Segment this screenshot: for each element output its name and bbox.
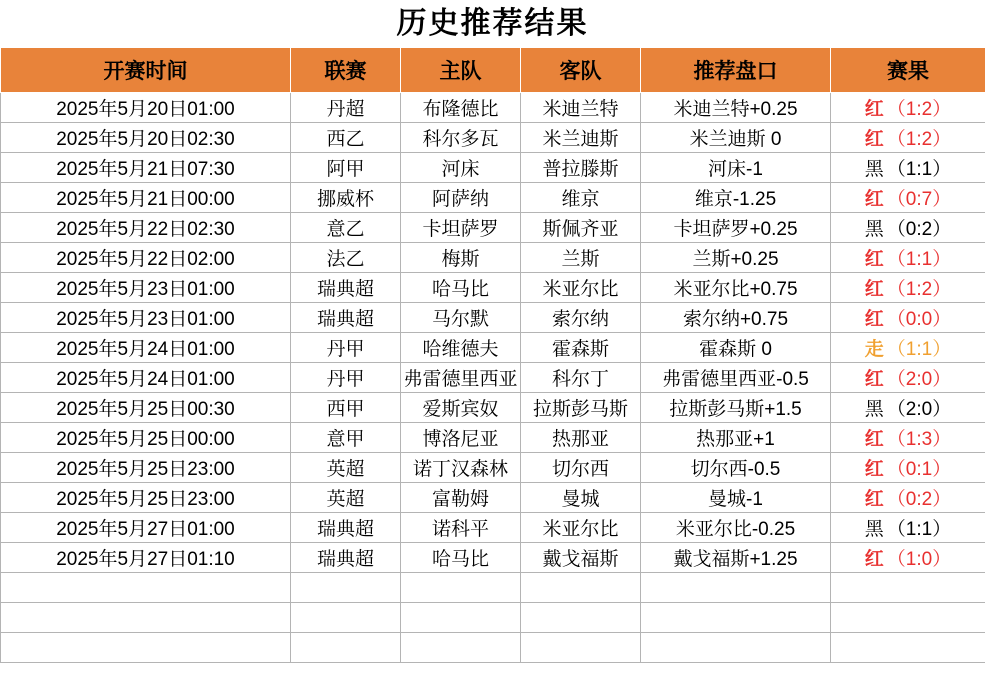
cell-time: 2025年5月25日23:00 [1, 453, 291, 483]
cell-time: 2025年5月23日01:00 [1, 303, 291, 333]
cell-away-team: 米兰迪斯 [521, 123, 641, 153]
header-row [1, 48, 985, 93]
column-header-time: 开赛时间 [1, 48, 291, 93]
cell-away-team: 米亚尔比 [521, 513, 641, 543]
cell-time: 2025年5月22日02:30 [1, 213, 291, 243]
empty-cell [291, 603, 401, 633]
table-row [1, 393, 985, 423]
empty-cell [831, 573, 985, 603]
cell-time: 2025年5月20日01:00 [1, 93, 291, 123]
result-status-badge: 红 [864, 489, 884, 510]
cell-result [831, 453, 985, 483]
result-score: （1:2） [886, 129, 952, 150]
cell-home-team: 阿萨纳 [401, 183, 521, 213]
result-status-badge: 走 [864, 339, 884, 360]
history-results-table [0, 47, 985, 663]
cell-result [831, 273, 985, 303]
cell-away-team: 曼城 [521, 483, 641, 513]
cell-time: 2025年5月25日00:00 [1, 423, 291, 453]
result-status-badge: 红 [864, 129, 884, 150]
cell-league: 意乙 [291, 213, 401, 243]
cell-home-team: 爱斯宾奴 [401, 393, 521, 423]
cell-league: 英超 [291, 483, 401, 513]
cell-recommendation: 卡坦萨罗+0.25 [641, 213, 831, 243]
cell-league: 瑞典超 [291, 303, 401, 333]
empty-row [1, 633, 985, 663]
cell-home-team: 哈维德夫 [401, 333, 521, 363]
result-score: （0:7） [886, 189, 952, 210]
cell-away-team: 戴戈福斯 [521, 543, 641, 573]
cell-recommendation: 曼城-1 [641, 483, 831, 513]
table-row [1, 333, 985, 363]
cell-recommendation: 河床-1 [641, 153, 831, 183]
cell-time: 2025年5月22日02:00 [1, 243, 291, 273]
cell-result [831, 183, 985, 213]
table-row [1, 453, 985, 483]
result-status-badge: 黑 [864, 159, 884, 180]
result-score: （0:2） [886, 219, 952, 240]
cell-result [831, 243, 985, 273]
empty-cell [831, 603, 985, 633]
cell-result [831, 303, 985, 333]
column-header-result: 赛果 [831, 48, 985, 93]
table-body [1, 93, 985, 663]
empty-cell [641, 603, 831, 633]
cell-home-team: 马尔默 [401, 303, 521, 333]
result-status-badge: 红 [864, 99, 884, 120]
cell-time: 2025年5月24日01:00 [1, 363, 291, 393]
cell-league: 意甲 [291, 423, 401, 453]
empty-cell [641, 633, 831, 663]
empty-cell [291, 573, 401, 603]
cell-league: 西乙 [291, 123, 401, 153]
cell-league: 瑞典超 [291, 513, 401, 543]
cell-away-team: 兰斯 [521, 243, 641, 273]
result-status-badge: 黑 [864, 519, 884, 540]
table-row [1, 123, 985, 153]
cell-home-team: 卡坦萨罗 [401, 213, 521, 243]
cell-home-team: 哈马比 [401, 543, 521, 573]
result-status-badge: 红 [864, 369, 884, 390]
cell-away-team: 米亚尔比 [521, 273, 641, 303]
result-score: （1:1） [886, 339, 952, 360]
cell-recommendation: 米亚尔比+0.75 [641, 273, 831, 303]
cell-away-team: 霍森斯 [521, 333, 641, 363]
cell-result [831, 93, 985, 123]
column-header-away: 客队 [521, 48, 641, 93]
table-row [1, 273, 985, 303]
cell-home-team: 梅斯 [401, 243, 521, 273]
column-header-league: 联赛 [291, 48, 401, 93]
cell-home-team: 布隆德比 [401, 93, 521, 123]
cell-away-team: 拉斯彭马斯 [521, 393, 641, 423]
result-score: （1:2） [886, 99, 952, 120]
result-status-badge: 黑 [864, 399, 884, 420]
cell-time: 2025年5月27日01:00 [1, 513, 291, 543]
cell-time: 2025年5月27日01:10 [1, 543, 291, 573]
table-row [1, 183, 985, 213]
result-status-badge: 红 [864, 249, 884, 270]
column-header-recommendation: 推荐盘口 [641, 48, 831, 93]
cell-recommendation: 维京-1.25 [641, 183, 831, 213]
cell-recommendation: 戴戈福斯+1.25 [641, 543, 831, 573]
result-score: （2:0） [886, 399, 952, 420]
cell-away-team: 米迪兰特 [521, 93, 641, 123]
result-status-badge: 红 [864, 459, 884, 480]
cell-recommendation: 索尔纳+0.75 [641, 303, 831, 333]
cell-result [831, 333, 985, 363]
cell-recommendation: 霍森斯 0 [641, 333, 831, 363]
empty-cell [521, 573, 641, 603]
result-score: （0:0） [886, 309, 952, 330]
result-status-badge: 红 [864, 279, 884, 300]
empty-row [1, 603, 985, 633]
cell-league: 英超 [291, 453, 401, 483]
cell-league: 瑞典超 [291, 543, 401, 573]
cell-time: 2025年5月23日01:00 [1, 273, 291, 303]
cell-recommendation: 米亚尔比-0.25 [641, 513, 831, 543]
empty-cell [1, 633, 291, 663]
table-row [1, 93, 985, 123]
empty-cell [1, 603, 291, 633]
cell-away-team: 普拉滕斯 [521, 153, 641, 183]
empty-cell [401, 573, 521, 603]
cell-result [831, 123, 985, 153]
cell-away-team: 科尔丁 [521, 363, 641, 393]
column-header-home: 主队 [401, 48, 521, 93]
result-score: （1:2） [886, 279, 952, 300]
cell-time: 2025年5月20日02:30 [1, 123, 291, 153]
cell-recommendation: 拉斯彭马斯+1.5 [641, 393, 831, 423]
table-row [1, 243, 985, 273]
cell-league: 瑞典超 [291, 273, 401, 303]
cell-away-team: 切尔西 [521, 453, 641, 483]
cell-time: 2025年5月21日07:30 [1, 153, 291, 183]
result-score: （0:1） [886, 459, 952, 480]
table-row [1, 423, 985, 453]
cell-recommendation: 弗雷德里西亚-0.5 [641, 363, 831, 393]
cell-time: 2025年5月21日00:00 [1, 183, 291, 213]
cell-away-team: 索尔纳 [521, 303, 641, 333]
cell-time: 2025年5月25日23:00 [1, 483, 291, 513]
cell-league: 西甲 [291, 393, 401, 423]
cell-league: 法乙 [291, 243, 401, 273]
result-score: （1:3） [886, 429, 952, 450]
cell-home-team: 诺科平 [401, 513, 521, 543]
cell-league: 丹甲 [291, 333, 401, 363]
table-header [1, 48, 985, 93]
result-score: （0:2） [886, 489, 952, 510]
cell-recommendation: 切尔西-0.5 [641, 453, 831, 483]
empty-cell [831, 633, 985, 663]
cell-result [831, 363, 985, 393]
cell-result [831, 213, 985, 243]
result-score: （2:0） [886, 369, 952, 390]
cell-league: 挪威杯 [291, 183, 401, 213]
result-score: （1:1） [886, 249, 952, 270]
cell-time: 2025年5月25日00:30 [1, 393, 291, 423]
cell-recommendation: 热那亚+1 [641, 423, 831, 453]
table-row [1, 483, 985, 513]
table-row [1, 543, 985, 573]
cell-away-team: 热那亚 [521, 423, 641, 453]
cell-recommendation: 米兰迪斯 0 [641, 123, 831, 153]
cell-result [831, 393, 985, 423]
cell-recommendation: 米迪兰特+0.25 [641, 93, 831, 123]
empty-cell [521, 633, 641, 663]
cell-away-team: 维京 [521, 183, 641, 213]
empty-cell [401, 603, 521, 633]
cell-home-team: 科尔多瓦 [401, 123, 521, 153]
result-status-badge: 红 [864, 549, 884, 570]
cell-result [831, 543, 985, 573]
result-score: （1:1） [886, 159, 952, 180]
table-row [1, 213, 985, 243]
cell-home-team: 诺丁汉森林 [401, 453, 521, 483]
cell-time: 2025年5月24日01:00 [1, 333, 291, 363]
empty-cell [401, 633, 521, 663]
cell-recommendation: 兰斯+0.25 [641, 243, 831, 273]
empty-row [1, 573, 985, 603]
cell-result [831, 483, 985, 513]
table-row [1, 153, 985, 183]
cell-league: 丹超 [291, 93, 401, 123]
empty-cell [641, 573, 831, 603]
table-row [1, 303, 985, 333]
result-status-badge: 红 [864, 309, 884, 330]
cell-home-team: 弗雷德里西亚 [401, 363, 521, 393]
cell-league: 丹甲 [291, 363, 401, 393]
cell-home-team: 河床 [401, 153, 521, 183]
table-row [1, 363, 985, 393]
result-status-badge: 黑 [864, 219, 884, 240]
cell-home-team: 富勒姆 [401, 483, 521, 513]
empty-cell [291, 633, 401, 663]
result-status-badge: 红 [864, 429, 884, 450]
cell-result [831, 513, 985, 543]
cell-league: 阿甲 [291, 153, 401, 183]
cell-away-team: 斯佩齐亚 [521, 213, 641, 243]
cell-home-team: 哈马比 [401, 273, 521, 303]
empty-cell [1, 573, 291, 603]
table-row [1, 513, 985, 543]
result-score: （1:0） [886, 549, 952, 570]
cell-result [831, 423, 985, 453]
result-status-badge: 红 [864, 189, 884, 210]
page-title: 历史推荐结果 [396, 7, 589, 40]
cell-home-team: 博洛尼亚 [401, 423, 521, 453]
empty-cell [521, 603, 641, 633]
result-score: （1:1） [886, 519, 952, 540]
cell-result [831, 153, 985, 183]
